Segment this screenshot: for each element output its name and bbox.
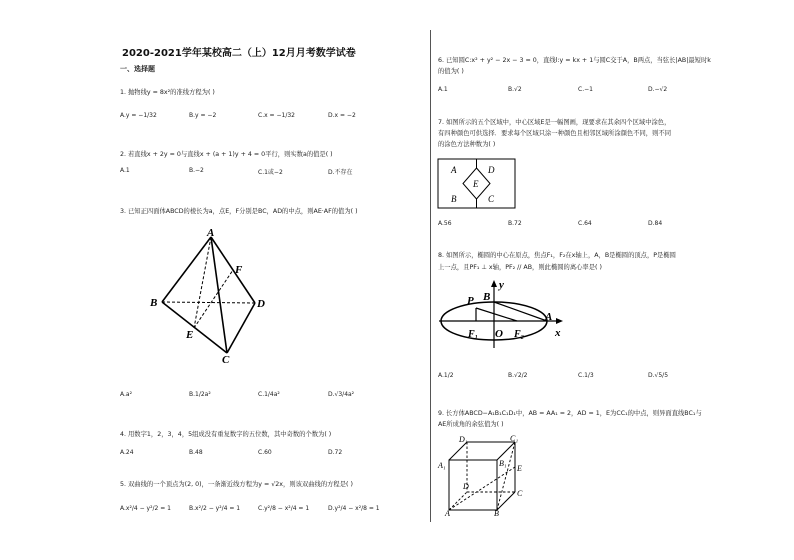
q6-option-c: C.−1 [578, 86, 593, 93]
q5-option-b: B.x²/2 − y²/4 = 1 [189, 505, 241, 512]
q2-option-d: D.不存在 [328, 169, 353, 176]
question-6-line-2: 的值为( ) [438, 68, 464, 75]
ellipse-label-b: B [483, 291, 491, 303]
question-3: 3. 已知正四面体ABCD的棱长为a，点E，F分别是BC，AD的中点，则AE·AF的值为( ) [120, 208, 358, 215]
q6-option-a: A.1 [438, 86, 448, 93]
question-9-line-1: 9. 长方体ABCD−A₁B₁C₁D₁中，AB = AA₁ = 2，AD = 1，E为CC₁的中点，则异面直线BC₁与 [438, 410, 702, 417]
q2-option-b: B.−2 [189, 167, 204, 174]
q3-option-c: C.1/4a² [258, 391, 280, 398]
q8-option-d: D.√5/5 [648, 372, 669, 379]
tetra-label-c: C [222, 354, 230, 365]
ellipse-label-p: P [467, 295, 474, 307]
cuboid-label-b: B [494, 509, 499, 516]
question-7-line-1: 7. 如图所示的五个区域中，中心区域E是一幅图画，现要求在其余四个区域中涂色， [438, 119, 671, 126]
q1-option-c: C.x = −1/32 [258, 112, 295, 119]
q8-option-a: A.1/2 [438, 372, 454, 379]
section-heading: 一、选择题 [120, 65, 155, 73]
q2-option-a: A.1 [120, 167, 130, 174]
q5-option-d: D.y²/4 − x²/8 = 1 [328, 505, 380, 512]
region-label-a: A [451, 165, 457, 175]
question-9-line-2: AE所成角的余弦值为( ) [438, 421, 504, 428]
q8-option-c: C.1/3 [578, 372, 594, 379]
tetra-label-e: E [186, 329, 194, 341]
cuboid-label-c1: C₁ [510, 434, 519, 443]
cuboid-label-d1: D₁ [459, 435, 468, 444]
tetrahedron-figure [145, 225, 275, 365]
ellipse-label-y: y [499, 279, 504, 291]
region-label-c: C [488, 194, 495, 204]
question-8-line-2: 上一点，且PF₁ ⊥ x轴，PF₂ // AB，则此椭圆的离心率是( ) [438, 264, 602, 271]
question-7-line-3: 的涂色方法种数为( ) [438, 141, 496, 148]
q4-option-a: A.24 [120, 449, 134, 456]
cuboid-label-e: E [517, 464, 522, 473]
ellipse-figure [437, 276, 567, 348]
region-figure [437, 158, 517, 210]
question-2: 2. 若直线x + 2y = 0与直线x + (a + 1)y + 4 = 0平行，则实数a的值是( ) [120, 151, 333, 158]
q4-option-c: C.60 [258, 449, 272, 456]
cuboid-label-a1: A₁ [438, 461, 446, 470]
q2-option-c: C.1或−2 [258, 169, 283, 176]
q3-option-a: A.a² [120, 391, 132, 398]
tetra-label-d: D [257, 298, 265, 310]
tetra-label-b: B [150, 297, 158, 309]
question-7-line-2: 有四种颜色可供选择．要求每个区域只涂一种颜色且相邻区域所涂颜色不同，则不同 [438, 130, 671, 137]
question-5: 5. 双曲线的一个顶点为(2, 0)，一条渐近线方程为y = √2x，则该双曲线的方程是( ) [120, 481, 353, 488]
ellipse-label-a: A [545, 311, 553, 323]
q7-option-c: C.64 [578, 220, 592, 227]
q7-option-b: B.72 [508, 220, 522, 227]
ellipse-label-f2: F₂ [514, 329, 525, 340]
ellipse-label-o: O [495, 328, 503, 340]
paper-title: 2020-2021学年某校高二（上）12月月考数学试卷 [122, 48, 356, 59]
q7-option-a: A.56 [438, 220, 452, 227]
q7-option-d: D.84 [648, 220, 663, 227]
q3-option-b: B.1/2a² [189, 391, 211, 398]
cuboid-label-b1: B₁ [499, 459, 507, 468]
tetra-label-f: F [235, 264, 243, 276]
q4-option-d: D.72 [328, 449, 343, 456]
region-label-d: D [488, 165, 495, 175]
q6-option-d: D.−√2 [648, 86, 668, 93]
q5-option-c: C.y²/8 − x²/4 = 1 [258, 505, 310, 512]
q3-option-d: D.√3/4a² [328, 391, 355, 398]
q5-option-a: A.x²/4 − y²/2 = 1 [120, 505, 171, 512]
cuboid-label-d: D [463, 482, 469, 491]
q8-option-b: B.√2/2 [508, 372, 528, 379]
q1-option-a: A.y = −1/32 [120, 112, 157, 119]
question-8-line-1: 8. 如图所示，椭圆的中心在原点，焦点F₁，F₂在x轴上，A，B是椭圆的顶点，P是椭圆 [438, 252, 676, 259]
question-1: 1. 抛物线y = 8x²的准线方程为( ) [120, 89, 215, 96]
question-4: 4. 用数字1，2，3，4，5组成没有重复数字的五位数，其中奇数的个数为( ) [120, 431, 332, 438]
cuboid-figure [437, 434, 527, 516]
q1-option-b: B.y = −2 [189, 112, 217, 119]
cuboid-label-a: A [445, 509, 450, 516]
q6-option-b: B.√2 [508, 86, 522, 93]
cuboid-label-c: C [517, 489, 523, 498]
q1-option-d: D.x = −2 [328, 112, 356, 119]
region-label-e: E [473, 179, 479, 189]
tetra-label-a: A [207, 227, 215, 239]
ellipse-label-f1: F₁ [468, 329, 479, 340]
column-divider [430, 30, 431, 522]
q4-option-b: B.48 [189, 449, 203, 456]
ellipse-label-x: x [555, 327, 561, 339]
question-6-line-1: 6. 已知圆C:x² + y² − 2x − 3 = 0，直线l:y = kx + 1与圆C交于A，B两点，当弦长|AB|最短时k [438, 57, 711, 64]
region-label-b: B [451, 194, 457, 204]
